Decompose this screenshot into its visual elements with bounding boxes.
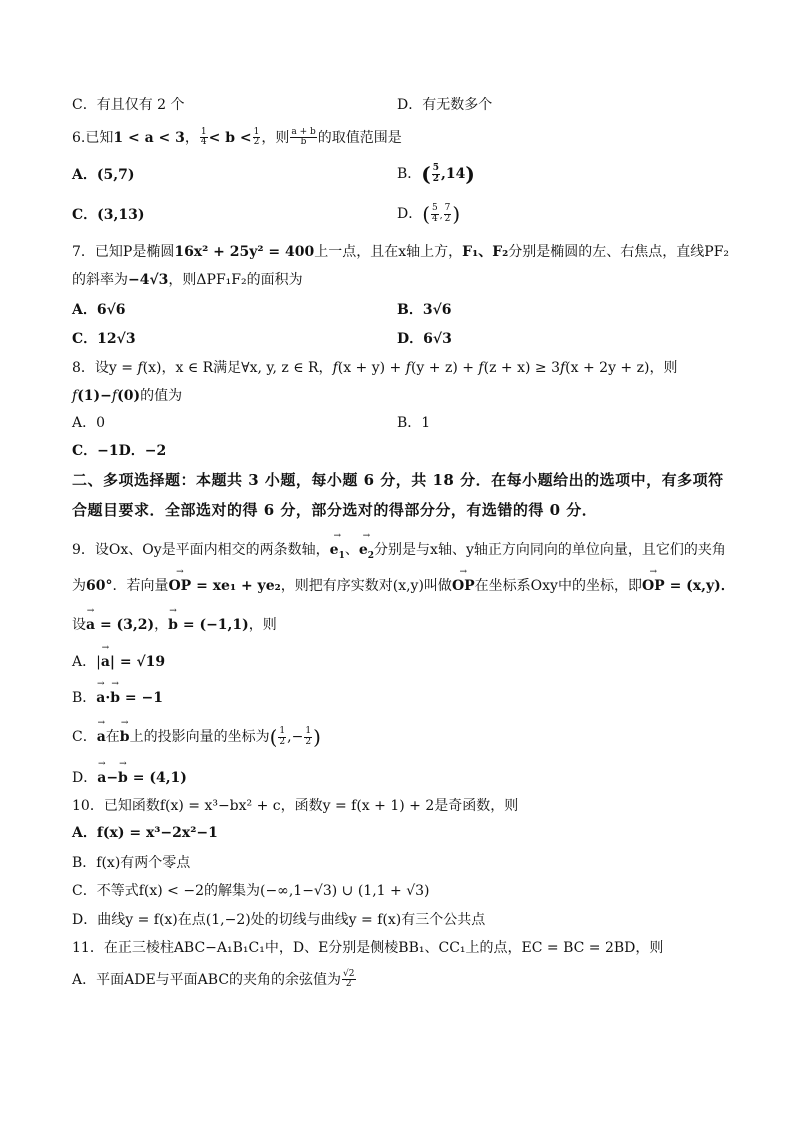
q6-frac-ab-num: a + b [291, 127, 316, 137]
q9-c-pre: C． [72, 729, 97, 745]
q7-slope: −4√3 [128, 272, 169, 288]
q9-e2-letter: e [358, 542, 368, 558]
q10-option-d: D．曲线y = f(x)在点(1,−2)处的切线与曲线y = f(x)有三个公共点 [72, 912, 486, 928]
q9-c-frac2 [304, 727, 312, 747]
q6-stem-post: 的取值范围是 [317, 129, 402, 146]
q9-c-paren-open: ( [269, 725, 278, 749]
q9-line2 [72, 579, 735, 593]
q9-b-b-vec: → b [110, 691, 120, 705]
q6-d2-den: 2 [444, 213, 451, 224]
q9-c-b-vec: → b [120, 730, 130, 744]
q9-c-post: 上的投影向量的坐标为 [129, 729, 270, 745]
q10-stem: 10．已知函数f(x) = x³−bx² + c，函数y = f(x + 1) + 2是奇函数，则 [72, 798, 519, 814]
q7-option-d: D．6√3 [397, 331, 452, 347]
q9-line3-pre: 设 [72, 617, 86, 633]
q8-line2-post: 的值为 [140, 388, 183, 404]
q11-option-a [72, 970, 357, 990]
q8-line1-mid: ，x ∈ R满足∀x, y, z ∈ R， [161, 360, 333, 376]
q8-fx-def: y = f(x) [108, 360, 162, 376]
q6-stem [72, 128, 402, 148]
q7-foci: F₁、F₂ [462, 244, 509, 260]
q7-option-b: B．3√6 [397, 302, 452, 318]
section2-heading-line2: 合题目要求．全部选对的得 6 分，部分选对的得部分分，有选错的得 0 分． [72, 501, 598, 519]
q9-d-pre: D． [72, 770, 98, 786]
q6-d-paren-close: ) [452, 202, 461, 226]
q6-d-frac2 [444, 204, 452, 224]
q6-b-paren-close: ) [465, 162, 475, 186]
q6-frac-quarter [200, 128, 208, 148]
q6-b-label: B． [397, 166, 422, 182]
q9-d-b-vec: → b [118, 771, 128, 785]
q6-frac-half [253, 128, 261, 148]
q10-option-c: C．不等式f(x) < −2的解集为(−∞,1−√3) ∪ (1,1 + √3) [72, 883, 430, 899]
q9-option-d: D．→ a−→ b = (4,1) [72, 771, 187, 785]
q9-line1: 9．设Ox、Oy是平面内相交的两条数轴，→ $e_1$、→ $e_2$分别是与x轴、y轴正方向同向的单位向量，且它们的夹角 [72, 543, 726, 561]
q11-stem: 11．在正三棱柱ABC−A₁B₁C₁中，D、E分别是侧棱BB₁、CC₁上的点，EC = BC = 2BD，则 [72, 940, 664, 956]
q9-e1-sub: 1 [338, 550, 345, 561]
q9-d-post: = (4,1) [127, 770, 187, 786]
q6-option-d [397, 204, 460, 224]
q6-d1-den: 4 [432, 213, 438, 224]
q6-lt: < b < [208, 129, 252, 146]
q9-c-n2: 1 [305, 726, 312, 737]
q9-a-pre: A．| [72, 654, 101, 670]
q9-option-c [72, 727, 321, 747]
q9-line2-c: 在坐标系Oxy中的坐标，即 [474, 578, 642, 594]
q6-option-a: A．(5,7) [72, 167, 135, 183]
q9-a-post: | = √19 [109, 654, 166, 670]
q8-line1-pre: 8．设 [72, 360, 109, 376]
q9-a-vec: → a [86, 618, 95, 632]
q6-d-paren-open: ( [422, 202, 431, 226]
q11-a-num: √2 [343, 969, 355, 979]
q11-a-frac [342, 970, 355, 990]
q7-line1-pre: 7．已知P是椭圆 [72, 244, 175, 260]
q10-option-a: A．f(x) = x³−2x²−1 [72, 825, 218, 841]
section2-heading-line1: 二、多项选择题：本题共 3 小题，每小题 6 分，共 18 分．在每小题给出的选项中，有多项符 [72, 471, 724, 489]
q9-c-frac1 [278, 727, 286, 747]
q6-frac-ab [290, 128, 316, 148]
q9-e2 [359, 543, 374, 561]
q10-option-b: B．f(x)有两个零点 [72, 855, 191, 871]
q6-stem-pre: 6.已知 [72, 129, 114, 146]
q6-d2-num: 7 [444, 203, 451, 214]
q6-option-c: C．(3,13) [72, 207, 145, 223]
q7-line2-post: ，则ΔPF₁F₂的面积为 [168, 272, 303, 288]
q11-a-pre: A．平面ADE与平面ABC的夹角的余弦值为 [72, 971, 342, 988]
q6-frac-ab-den: b [300, 137, 307, 148]
q7-line1-mid: 上一点，且在x轴上方， [314, 244, 463, 260]
q8-inequality: f(x + y) + f(y + z) + f(z + x) ≥ 3f(x + 2y + z) [332, 360, 650, 376]
q9-c-d1: 2 [279, 736, 286, 747]
q9-line2-a: ．若向量 [112, 578, 169, 594]
q9-e1-letter: e [329, 542, 339, 558]
q9-line1-pre: 9．设Ox、Oy是平面内相交的两条数轴， [72, 542, 330, 558]
q6-option-b [397, 164, 475, 184]
q6-then: ，则 [261, 129, 290, 146]
q9-c-comma: ,− [287, 729, 304, 745]
q8-expr: f(1)−f(0) [72, 388, 141, 404]
q9-line1-post: 分别是与x轴、y轴正方向同向的单位向量，且它们的夹角 [374, 542, 726, 558]
q7-option-c: C．12√3 [72, 331, 136, 347]
q9-op-vec: → OP [168, 579, 191, 593]
q8-line1 [72, 361, 677, 375]
q6-ineq1: 1 < a < 3 [113, 129, 185, 146]
q9-e2-sub: 2 [367, 550, 375, 561]
q9-c-d2: 2 [305, 736, 312, 747]
q8-option-a: A．0 [72, 415, 106, 431]
q6-frac-half-num: 1 [253, 127, 260, 137]
q9-line3: 设→ a = (3,2)，→ b = (−1,1)，则 [72, 618, 277, 632]
q9-line2-pre: 为 [72, 578, 86, 594]
q9-b-val: = (−1,1) [177, 617, 249, 633]
q6-frac-half-den: 2 [253, 137, 260, 148]
q9-line3-post: ，则 [248, 617, 277, 633]
q9-op-vec-3: → OP [642, 579, 665, 593]
q9-c-paren-close: ) [313, 725, 321, 749]
q7-ellipse-eq: 16x² + 25y² = 400 [174, 244, 315, 260]
q7-line2 [72, 273, 303, 287]
q5-option-d: D．有无数多个 [397, 97, 493, 113]
q6-b-frac [432, 164, 440, 184]
q8-option-cd: C．−1D．−2 [72, 443, 167, 459]
q9-c-mid: 在 [105, 729, 120, 745]
q9-line2-b: ，则把有序实数对(x,y)叫做 [280, 578, 452, 594]
q9-c-a-vec: → a [97, 730, 106, 744]
q5-option-c: C．有且仅有 2 个 [72, 97, 185, 113]
q9-c-n1: 1 [279, 726, 286, 737]
q6-sep: ， [184, 129, 199, 146]
q6-frac-quarter-den: 4 [200, 137, 207, 148]
q6-frac-quarter-num: 1 [200, 127, 207, 137]
q9-d-a-vec: → a [97, 771, 106, 785]
q9-angle: 60° [86, 578, 113, 594]
q9-b-pre: B． [72, 690, 97, 706]
q9-op-eq: = xe₁ + ye₂ [191, 578, 281, 594]
q9-b-post: = −1 [120, 690, 163, 706]
q8-line2 [72, 389, 182, 403]
q9-op-vec-2: → OP [452, 579, 475, 593]
q6-d-label: D． [397, 206, 423, 222]
q6-d-frac1 [431, 204, 439, 224]
q7-line1-post: 分别是椭圆的左、右焦点，直线PF₂ [508, 244, 730, 260]
q7-line2-pre: 的斜率为 [72, 272, 128, 288]
q7-line1 [72, 245, 729, 259]
q9-b-a-vec: → a [96, 691, 105, 705]
q9-option-b: B．→ a·→ b = −1 [72, 691, 163, 705]
q9-option-a [72, 655, 165, 669]
q9-b-vec: → b [168, 618, 178, 632]
q8-option-b: B．1 [397, 415, 431, 431]
q8-line1-post: ，则 [649, 360, 678, 376]
q9-e1 [330, 543, 345, 561]
q9-a-vec-opt: → a [101, 655, 110, 669]
q6-b-paren-open: ( [421, 162, 431, 186]
q6-d1-num: 5 [432, 203, 438, 214]
q6-b-frac-num: 5 [432, 163, 440, 174]
q7-option-a: A．6√6 [72, 302, 126, 318]
q6-b-frac-den: 2 [432, 173, 440, 184]
q9-line2-d: = (x,y)． [664, 578, 735, 594]
q6-b-tail: ,14 [441, 166, 466, 182]
q11-a-den: 2 [345, 979, 352, 990]
q6-d-comma: , [439, 211, 443, 221]
q9-a-val: = (3,2) [95, 617, 155, 633]
